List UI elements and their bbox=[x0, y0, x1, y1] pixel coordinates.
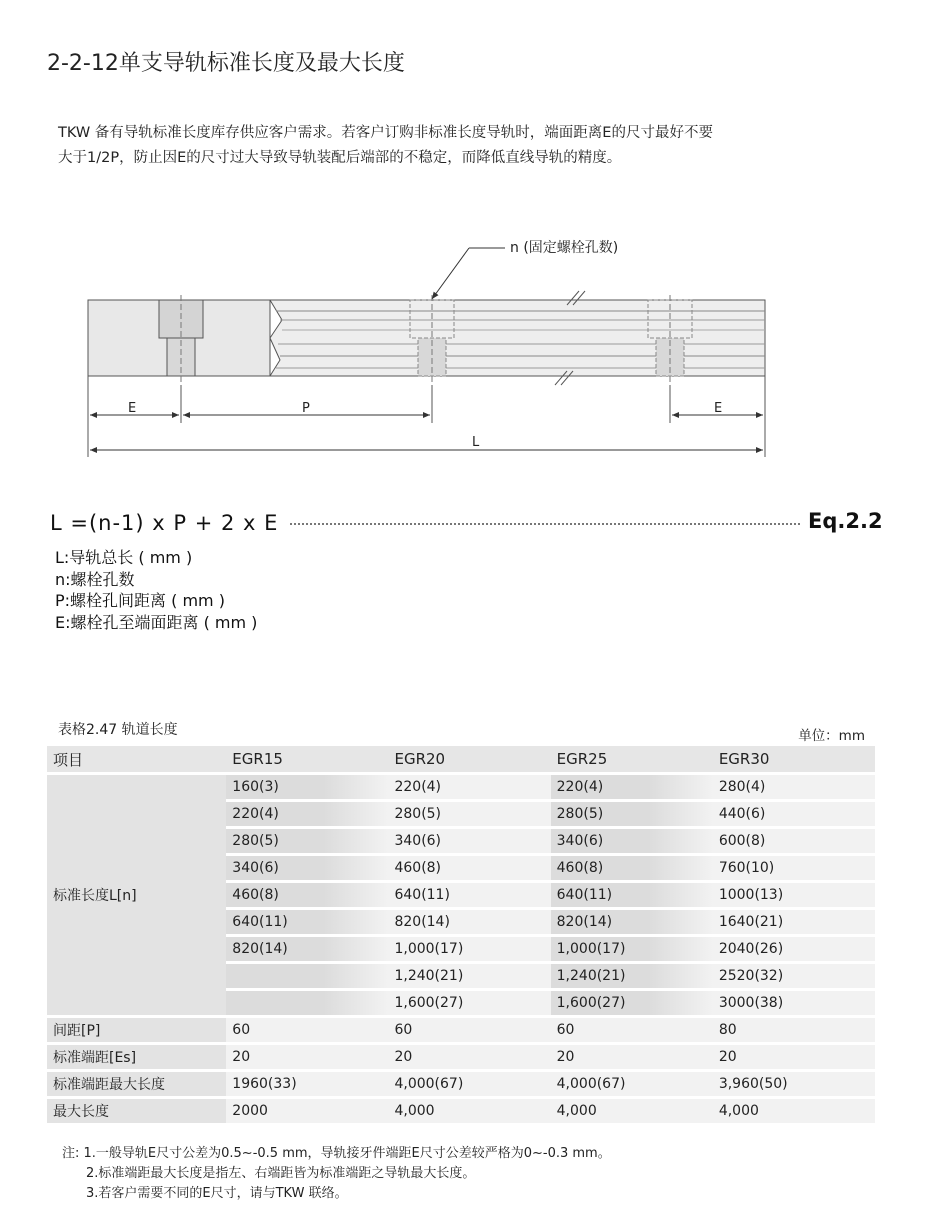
table-row bbox=[47, 1018, 875, 1042]
row-label: 最大长度 bbox=[47, 1099, 226, 1123]
definition-l: L:导轨总长 ( mm ) bbox=[55, 548, 193, 567]
table-row bbox=[47, 1099, 875, 1123]
table-cell: 820(14) bbox=[388, 910, 550, 934]
table-cell: 3000(38) bbox=[713, 991, 875, 1015]
table-cell: 1,600(27) bbox=[551, 991, 713, 1015]
table-cell: 280(4) bbox=[713, 775, 875, 799]
table-cell: 160(3) bbox=[226, 775, 388, 799]
table-cell: 3,960(50) bbox=[713, 1072, 875, 1096]
table-cell: 220(4) bbox=[226, 802, 388, 826]
table-cell: 20 bbox=[226, 1045, 388, 1069]
table-cell: 60 bbox=[388, 1018, 550, 1042]
table-cell: 600(8) bbox=[713, 829, 875, 853]
note-3: 3.若客户需要不同的E尺寸，请与TKW 联络。 bbox=[86, 1186, 348, 1201]
table-cell: 2040(26) bbox=[713, 937, 875, 961]
header-item: 项目 bbox=[47, 746, 226, 772]
rail-length-table bbox=[47, 743, 875, 1126]
table-row bbox=[47, 1045, 875, 1069]
table-caption: 表格2.47 轨道长度 bbox=[58, 722, 178, 738]
table-cell bbox=[226, 991, 388, 1015]
row-label: 标准端距[Es] bbox=[47, 1045, 226, 1069]
table-cell: 220(4) bbox=[388, 775, 550, 799]
table-cell: 4,000 bbox=[713, 1099, 875, 1123]
table-cell: 1,600(27) bbox=[388, 991, 550, 1015]
table-header-row bbox=[47, 746, 875, 772]
table-cell: 4,000(67) bbox=[551, 1072, 713, 1096]
rail-body bbox=[270, 291, 765, 385]
table-cell: 2520(32) bbox=[713, 964, 875, 988]
dim-p: P bbox=[302, 401, 310, 416]
table-cell: 220(4) bbox=[551, 775, 713, 799]
table-cell: 4,000(67) bbox=[388, 1072, 550, 1096]
table-cell: 1960(33) bbox=[226, 1072, 388, 1096]
table-cell bbox=[226, 964, 388, 988]
table-row bbox=[47, 775, 875, 799]
table-cell: 1,000(17) bbox=[551, 937, 713, 961]
table-cell: 60 bbox=[551, 1018, 713, 1042]
table-cell: 440(6) bbox=[713, 802, 875, 826]
table-cell: 340(6) bbox=[388, 829, 550, 853]
table-cell: 60 bbox=[226, 1018, 388, 1042]
table-cell: 460(8) bbox=[388, 856, 550, 880]
note-1: 注: 1.一般导轨E尺寸公差为0.5~-0.5 mm，导轨接牙件端距E尺寸公差较严格为0~-0.3 mm。 bbox=[62, 1146, 611, 1161]
table-unit: 单位：mm bbox=[798, 728, 865, 744]
table-cell: 4,000 bbox=[551, 1099, 713, 1123]
intro-line-1: TKW 备有导轨标准长度库存供应客户需求。若客户订购非标准长度导轨时，端面距离E的尺寸最好不要 bbox=[58, 125, 713, 141]
dim-l: L bbox=[472, 435, 480, 450]
definition-n: n:螺栓孔数 bbox=[55, 570, 135, 589]
table-cell: 80 bbox=[713, 1018, 875, 1042]
dim-e-right: E bbox=[714, 401, 723, 416]
table-cell: 20 bbox=[388, 1045, 550, 1069]
definition-p: P:螺栓孔间距离 ( mm ) bbox=[55, 591, 225, 610]
equation-leader-dots bbox=[290, 523, 800, 525]
header-egr20: EGR20 bbox=[388, 746, 550, 772]
dim-e-left: E bbox=[128, 401, 137, 416]
table-body bbox=[47, 775, 875, 1123]
row-label: 标准端距最大长度 bbox=[47, 1072, 226, 1096]
header-egr25: EGR25 bbox=[551, 746, 713, 772]
table-cell: 640(11) bbox=[388, 883, 550, 907]
table-cell: 20 bbox=[551, 1045, 713, 1069]
table-cell: 1,240(21) bbox=[388, 964, 550, 988]
intro-line-2: 大于1/2P，防止因E的尺寸过大导致导轨装配后端部的不稳定，而降低直线导轨的精度。 bbox=[58, 150, 622, 166]
table-cell: 340(6) bbox=[226, 856, 388, 880]
table-cell: 1640(21) bbox=[713, 910, 875, 934]
table-cell: 1,000(17) bbox=[388, 937, 550, 961]
rail-end-section bbox=[88, 295, 270, 385]
row-label-standard-length: 标准长度L[n] bbox=[47, 775, 226, 1015]
table-cell: 460(8) bbox=[226, 883, 388, 907]
note-2: 2.标准端距最大长度是指左、右端距皆为标准端距之导轨最大长度。 bbox=[86, 1166, 476, 1181]
equation-label: Eq.2.2 bbox=[808, 509, 883, 533]
table-cell: 1000(13) bbox=[713, 883, 875, 907]
table-cell: 280(5) bbox=[226, 829, 388, 853]
table-cell: 2000 bbox=[226, 1099, 388, 1123]
table-cell: 4,000 bbox=[388, 1099, 550, 1123]
table-cell: 280(5) bbox=[388, 802, 550, 826]
callout-label: n (固定螺栓孔数) bbox=[510, 240, 619, 256]
table-row bbox=[47, 1072, 875, 1096]
header-egr30: EGR30 bbox=[713, 746, 875, 772]
equation-formula: L =(n-1) x P + 2 x E bbox=[50, 511, 279, 535]
table-cell: 280(5) bbox=[551, 802, 713, 826]
header-egr15: EGR15 bbox=[226, 746, 388, 772]
table-cell: 640(11) bbox=[226, 910, 388, 934]
row-label: 间距[P] bbox=[47, 1018, 226, 1042]
table-cell: 460(8) bbox=[551, 856, 713, 880]
table-cell: 1,240(21) bbox=[551, 964, 713, 988]
rail-drawing bbox=[0, 225, 930, 465]
page-title: 2-2-12单支导轨标准长度及最大长度 bbox=[47, 51, 405, 76]
table-cell: 760(10) bbox=[713, 856, 875, 880]
definition-e: E:螺栓孔至端面距离 ( mm ) bbox=[55, 613, 258, 632]
table-cell: 20 bbox=[713, 1045, 875, 1069]
table-cell: 820(14) bbox=[551, 910, 713, 934]
table-cell: 340(6) bbox=[551, 829, 713, 853]
table-cell: 820(14) bbox=[226, 937, 388, 961]
table-cell: 640(11) bbox=[551, 883, 713, 907]
